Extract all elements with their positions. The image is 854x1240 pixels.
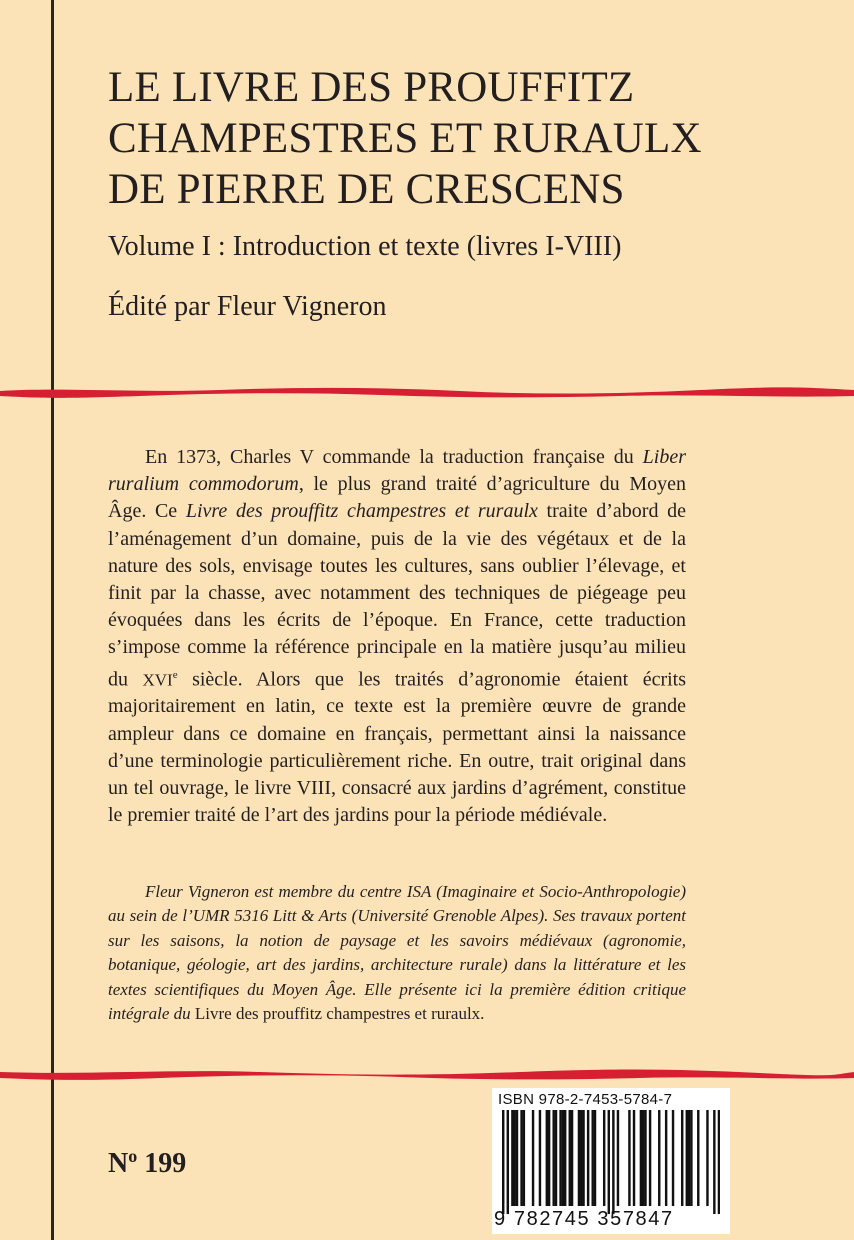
barcode-bar <box>582 1110 584 1206</box>
barcode-bar <box>520 1110 522 1206</box>
century-numeral: XVI <box>142 670 173 690</box>
barcode-bars <box>502 1110 720 1214</box>
editor-biography <box>108 880 686 1026</box>
barcode-bar <box>681 1110 683 1206</box>
barcode-bar <box>516 1110 518 1206</box>
barcode-bar <box>564 1110 566 1206</box>
barcode-bar <box>539 1110 541 1206</box>
barcode-bar <box>617 1110 619 1206</box>
barcode-bar <box>569 1110 571 1206</box>
summary-text-4: siècle. Alors que les traités d’agronomie étaient écrits majoritairement en latin, ce texte est la première œuvre de grande ampleur dans ce domaine en français, permettant ainsi la naissance d’une terminologie particulièrement riche. En outre, trait original dans un tel ouvrage, le livre VIII, consacré aux jardins d’agrément, constitue le premier traité de l’art des jardins pour la période médiévale. <box>108 668 686 827</box>
barcode-bar <box>511 1110 513 1206</box>
barcode-bar <box>697 1110 699 1206</box>
barcode-bar <box>672 1110 674 1206</box>
isbn-barcode <box>492 1088 730 1234</box>
title-line-3: DE PIERRE DE CRESCENS <box>108 166 625 213</box>
barcode-bar <box>548 1110 550 1206</box>
barcode-bar <box>603 1110 605 1206</box>
series-superscript: o <box>128 1146 138 1166</box>
barcode-bar <box>642 1110 644 1206</box>
title-line-2: CHAMPESTRES ET RURAULX <box>108 115 702 162</box>
barcode-bar <box>612 1110 614 1214</box>
barcode-bar <box>562 1110 564 1206</box>
bio-end: . <box>480 1004 485 1024</box>
red-divider-top <box>0 384 854 400</box>
series-number <box>108 1146 186 1180</box>
barcode-bar <box>665 1110 667 1206</box>
barcode-bar <box>591 1110 593 1206</box>
barcode-bar <box>587 1110 589 1206</box>
barcode-bar <box>713 1110 715 1214</box>
barcode-bar <box>686 1110 688 1206</box>
title-line-1: LE LIVRE DES PROUFFITZ <box>108 64 635 111</box>
red-divider-bottom <box>0 1066 854 1082</box>
barcode-bar <box>633 1110 635 1206</box>
spine-border-line <box>51 0 54 1240</box>
barcode-bar <box>552 1110 554 1206</box>
french-title: Livre des prouffitz champestres et ruraulx <box>185 500 538 523</box>
barcode-digits: 9 782745 357847 <box>494 1208 674 1230</box>
summary-text-3: traite d’abord de l’aménagement d’un domaine, puis de la vie des végétaux et de la nature des sols, envisage toutes les cultures, sans oublier l’élevage, et finit par la chasse, avec notamment des techniques de piégeage peu évoquées dans les écrits de l’époque. En France, cette traduction s’impose comme la référence principale en la matière jusqu’au milieu du <box>108 500 686 691</box>
barcode-bar <box>555 1110 557 1206</box>
barcode-bar <box>571 1110 573 1206</box>
summary-text-2: , le plus grand traité d’agriculture du Moyen Âge. Ce <box>108 473 686 523</box>
barcode-bar <box>628 1110 630 1206</box>
series-value: 199 <box>137 1148 187 1179</box>
barcode-bar <box>507 1110 509 1214</box>
volume-subtitle: Volume I : Introduction et texte (livres I-VIII) <box>108 231 622 262</box>
barcode-bar <box>688 1110 690 1206</box>
barcode-bar <box>546 1110 548 1206</box>
barcode-bar <box>578 1110 580 1206</box>
barcode-bar <box>690 1110 692 1206</box>
bio-text: Fleur Vigneron est membre du centre ISA (Imaginaire et Socio-Anthropologie) au sein de l’UMR 5316 Litt & Arts (Université Grenoble Alpes). Ses travaux portent sur les saisons, la notion de paysage et les savoirs médiévaux (agronomie, botanique, géologie, art des jardins, architecture rurale) dans la littérature et les textes scientifiques du Moyen Âge. Elle présente ici la première édition critique intégrale du <box>108 882 686 1024</box>
barcode-bar <box>513 1110 515 1206</box>
isbn-label: ISBN 978-2-7453-5784-7 <box>498 1091 673 1108</box>
barcode-bar <box>608 1110 610 1214</box>
summary-text-1: En 1373, Charles V commande la traduction française du <box>145 446 643 468</box>
century-superscript: e <box>172 668 178 681</box>
barcode-bar <box>532 1110 534 1206</box>
editor-credit: Édité par Fleur Vigneron <box>108 291 387 322</box>
book-summary <box>108 444 686 830</box>
barcode-bar <box>658 1110 660 1206</box>
barcode-bar <box>559 1110 561 1206</box>
barcode-bar <box>580 1110 582 1206</box>
book-title <box>108 62 808 215</box>
barcode-bar <box>502 1110 504 1214</box>
barcode-bar <box>649 1110 651 1206</box>
barcode-bar <box>640 1110 642 1206</box>
barcode-bar <box>644 1110 646 1206</box>
barcode-bar <box>523 1110 525 1206</box>
bio-book-title: Livre des prouffitz champestres et ruraulx <box>194 1004 481 1024</box>
barcode-bar <box>706 1110 708 1206</box>
series-prefix: N <box>108 1148 129 1179</box>
barcode-bar <box>594 1110 596 1206</box>
barcode-bar <box>718 1110 720 1214</box>
latin-title: Liber ruralium commodorum <box>108 446 686 496</box>
